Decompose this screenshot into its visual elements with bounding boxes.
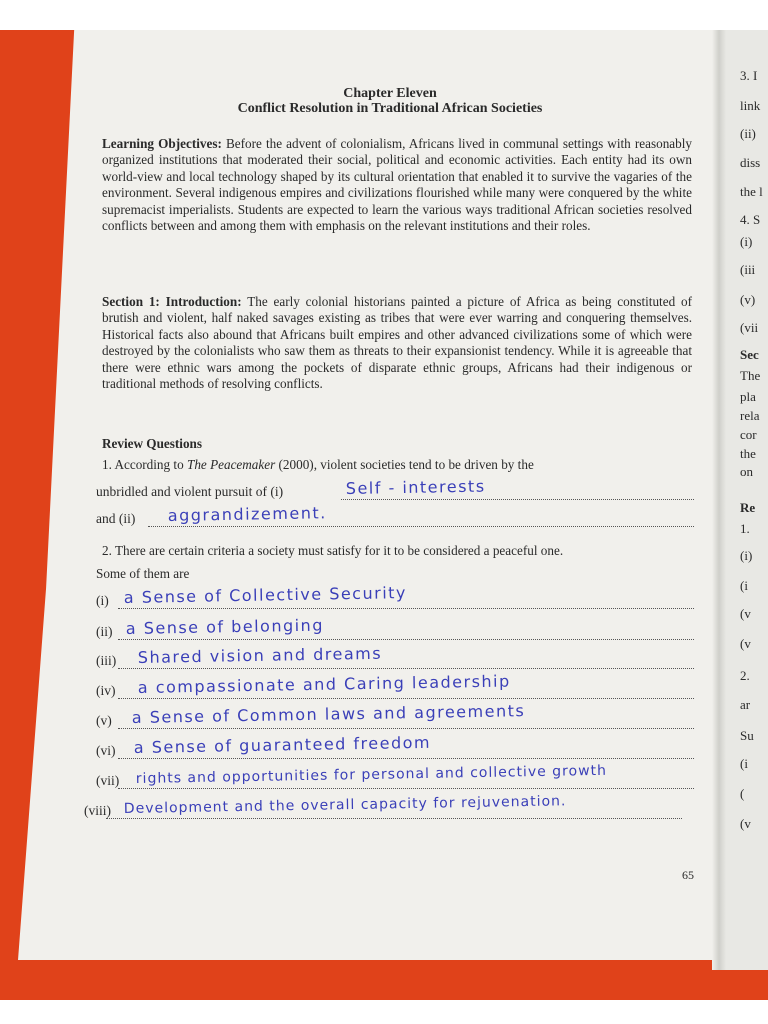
right-page-fragment: (: [740, 786, 745, 801]
dotted-line: [118, 667, 694, 669]
right-page-fragment: (iii: [740, 262, 756, 277]
dotted-line: [341, 498, 694, 500]
right-page-fragment: rela: [740, 408, 760, 423]
right-page-fragment: 2.: [740, 668, 750, 683]
dotted-line: [118, 757, 694, 759]
right-page-fragment: link: [740, 98, 761, 113]
right-page-fragment: Sec: [740, 347, 759, 362]
q1-line2-label: and (ii): [96, 511, 136, 526]
right-page-fragment: 3. I: [740, 68, 758, 83]
right-page-fragment: diss: [740, 155, 761, 170]
answer-label: (ii): [96, 624, 113, 639]
answer-label: (i): [96, 593, 109, 608]
right-page-fragment: Re: [740, 500, 756, 515]
dotted-line: [106, 817, 682, 819]
right-page-fragment: The: [740, 368, 761, 383]
answer-label: (vii): [96, 773, 120, 788]
handwritten-answer: rights and opportunities for personal and collective growth: [135, 762, 608, 787]
right-page-fragment: (i: [740, 756, 748, 771]
dotted-line: [118, 638, 694, 640]
right-page-fragment: on: [740, 464, 753, 479]
dotted-line: [148, 525, 694, 527]
answer-label: (iii): [96, 653, 117, 668]
right-page-fragment: (vii: [740, 320, 759, 335]
handwritten-answer: a compassionate and Caring leadership: [137, 671, 511, 697]
right-page-fragment: pla: [740, 389, 756, 404]
q1-book-title: The Peacemaker: [186, 457, 276, 472]
answer-row: [96, 583, 694, 611]
question-1: [102, 457, 692, 473]
q1-suffix: (2000), violent societies tend to be driven by the: [275, 457, 534, 472]
chapter-title: Conflict Resolution in Traditional African Societies: [237, 101, 543, 116]
question-2: 2. There are certain criteria a society must satisfy for it to be considered a peaceful one.: [102, 543, 564, 558]
section-text: The early colonial historians painted a picture of Africa as being constituted of brutish and violent, half naked savages existing as tribes that were ever warring and conquering themselves. Historical facts also abound that Africans built empires and other advanced civilizations some of which were destroyed by the colonialists who saw them as threats to their expansionist tendency. While it is agreeable that there were ethnic wars among the pockets of disparate ethnic groups, Africans had their indigenous or traditional methods of resolving conflicts.: [102, 294, 692, 392]
dotted-line: [118, 697, 694, 699]
right-page-fragment: (v: [740, 816, 751, 831]
page-number: 65: [682, 868, 694, 882]
book-gutter: [712, 30, 726, 970]
answer-row: [96, 671, 694, 701]
right-page-fragment: Su: [740, 728, 754, 743]
right-page-fragment: the l: [740, 184, 763, 199]
answer-row: [96, 701, 694, 731]
answer-label: (v): [96, 713, 112, 728]
review-heading: Review Questions: [102, 436, 203, 451]
handwritten-answer: a Sense of guaranteed freedom: [133, 732, 432, 757]
right-page-fragment: (i: [740, 578, 748, 593]
right-page-fragment: the: [740, 446, 756, 461]
handwritten-answer: Self - interests: [345, 476, 486, 498]
right-page-fragment: (i): [740, 234, 753, 249]
answer-label: (viii): [84, 803, 111, 818]
right-page-fragment: (ii): [740, 126, 756, 141]
question-2-sub: Some of them are: [96, 566, 190, 581]
answer-label: (vi): [96, 743, 116, 758]
right-page-fragment: cor: [740, 427, 757, 442]
dotted-line: [118, 727, 694, 729]
answer-row: [96, 762, 694, 791]
q1-answer-row-2: [96, 505, 694, 529]
answer-row: [96, 643, 694, 671]
right-page-fragment: 4. S: [740, 212, 761, 227]
handwritten-answer: a Sense of Collective Security: [123, 583, 408, 607]
right-page-fragment: (v): [740, 292, 756, 307]
dotted-line: [118, 787, 694, 789]
handwritten-answer: a Sense of Common laws and agreements: [131, 701, 526, 727]
learning-objectives: [102, 136, 692, 234]
dotted-line: [118, 607, 694, 609]
handwritten-answer: Development and the overall capacity for rejuvenation.: [123, 793, 567, 817]
handwritten-answer: Shared vision and dreams: [137, 643, 383, 667]
right-page-fragment: (i): [740, 548, 753, 563]
section-introduction: [102, 294, 692, 392]
handwritten-answer: aggrandizement.: [167, 503, 327, 525]
chapter-number: Chapter Eleven: [343, 86, 437, 101]
answer-row: [84, 793, 682, 821]
q1-answer-row-1: [96, 478, 694, 502]
handwritten-answer: a Sense of belonging: [125, 615, 325, 638]
q1-line1-label: unbridled and violent pursuit of (i): [96, 484, 284, 499]
answer-row: [96, 615, 694, 642]
answer-row: [96, 732, 694, 761]
learning-objectives-text: Before the advent of colonialism, Africans lived in communal settings with reasonably organized institutions that moderated their social, political and economic activities. Each entity had its own world-view and local technology shaped by its cultural orientation that enabled it to survive the vagaries of the environment. Several indigenous empires and civilizations flourished while many were conquered by the white supremacist imperialists. Students are expected to learn the various ways traditional African societies resolved conflicts between and among them with emphasis on the relevant institutions and their roles.: [102, 136, 692, 234]
q1-prefix: 1. According to: [102, 457, 187, 472]
answer-label: (iv): [96, 683, 116, 698]
right-page-fragment: ar: [740, 697, 751, 712]
right-page-fragment: (v: [740, 606, 751, 621]
right-page-fragment: (v: [740, 636, 751, 651]
right-page-fragment: 1.: [740, 521, 750, 536]
section-label: Section 1: Introduction:: [102, 294, 242, 309]
learning-objectives-label: Learning Objectives:: [102, 136, 222, 151]
